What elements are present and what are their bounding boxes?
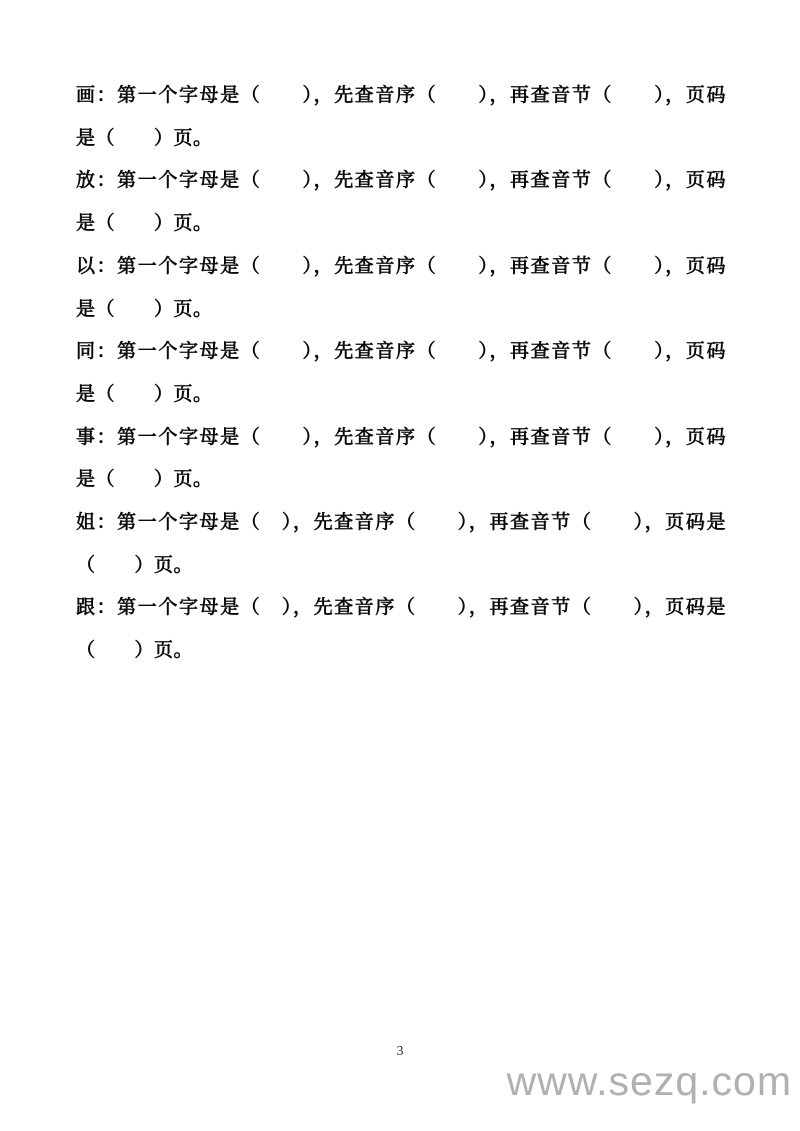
exercise-line-2: 是（ ）页。 [76, 127, 213, 149]
exercise-line-2: （ ）页。 [76, 554, 194, 576]
exercise-line-2: 是（ ）页。 [76, 383, 213, 405]
exercise-line-2: 是（ ）页。 [76, 213, 213, 235]
exercise-line-2: （ ）页。 [76, 640, 194, 662]
exercise-line-1: 跟：第一个字母是（ ），先查音序（ ），再查音节（ ），页码是 [76, 597, 726, 619]
exercise-list [76, 75, 726, 673]
page-number: 3 [396, 1044, 404, 1059]
exercise-line-2: 是（ ）页。 [76, 469, 213, 491]
exercise-item [76, 75, 726, 160]
exercise-line-2: 是（ ）页。 [76, 298, 213, 320]
exercise-item [76, 246, 726, 331]
watermark: www.sezq.com [506, 1058, 792, 1104]
exercise-line-1: 以：第一个字母是（ ），先查音序（ ），再查音节（ ），页码 [76, 255, 726, 277]
exercise-item [76, 502, 726, 587]
exercise-item [76, 160, 726, 245]
exercise-item [76, 331, 726, 416]
exercise-item [76, 417, 726, 502]
exercise-line-1: 事：第一个字母是（ ），先查音序（ ），再查音节（ ），页码 [76, 426, 726, 448]
exercise-item [76, 587, 726, 672]
exercise-line-1: 同：第一个字母是（ ），先查音序（ ），再查音节（ ），页码 [76, 341, 726, 363]
exercise-line-1: 放：第一个字母是（ ），先查音序（ ），再查音节（ ），页码 [76, 170, 726, 192]
exercise-line-1: 姐：第一个字母是（ ），先查音序（ ），再查音节（ ），页码是 [76, 512, 726, 534]
exercise-line-1: 画：第一个字母是（ ），先查音序（ ），再查音节（ ），页码 [76, 85, 726, 106]
